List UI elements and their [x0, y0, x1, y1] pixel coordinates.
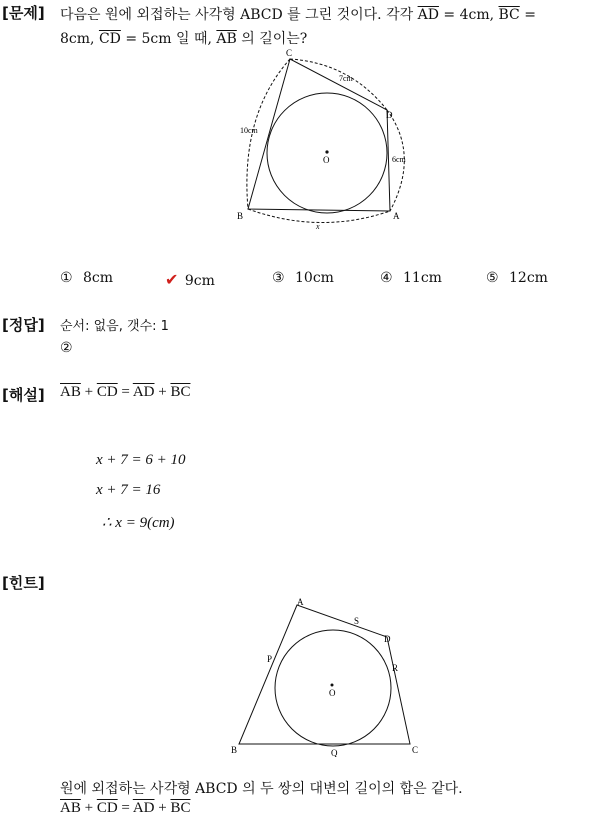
- problem-text-bc: =: [524, 7, 536, 23]
- problem-label: [문제]: [2, 4, 45, 22]
- expl-seg-ab: $\overline{AB}$: [60, 384, 81, 400]
- explanation-label: [해설]: [2, 386, 45, 404]
- figure-quadrilateral-1: [230, 45, 420, 235]
- figure-quadrilateral-2: [225, 592, 425, 757]
- expl-plus-2: +: [158, 384, 167, 400]
- hint-seg-bc: $\overline{BC}$: [170, 800, 191, 816]
- length-cd: 7cm: [339, 74, 353, 83]
- hint-vertex-d: D: [384, 634, 391, 644]
- hint-center-o: O: [329, 688, 336, 698]
- problem-text-a: 다음은 원에 외접하는 사각형 ABCD 를 그린 것이다. 각각: [60, 7, 414, 23]
- explanation-step-2: x + 7 = 16: [96, 482, 161, 498]
- problem-line-1: [60, 4, 536, 24]
- answer-label: [정답]: [2, 316, 45, 334]
- segment-ad: $\overline{AD}$: [417, 7, 439, 23]
- hint-point-s: S: [354, 616, 360, 626]
- hint-center-dot: [331, 684, 334, 687]
- segment-cd: $\overline{CD}$: [98, 31, 121, 47]
- option-1[interactable]: [60, 270, 113, 286]
- explanation-equation: [60, 384, 190, 401]
- option-3-number: ③: [272, 270, 285, 286]
- answer-choice: ②: [60, 340, 73, 356]
- length-bc: 10cm: [240, 126, 258, 135]
- check-icon: ✔: [165, 270, 179, 289]
- option-4-text: 11cm: [403, 270, 442, 286]
- hint-plus-1: +: [84, 800, 94, 816]
- hint-seg-ad: $\overline{AD}$: [132, 800, 155, 816]
- vertex-a: A: [393, 211, 400, 221]
- hint-vertex-b: B: [231, 745, 238, 755]
- option-2[interactable]: [165, 270, 215, 289]
- option-1-text: 8cm: [83, 270, 114, 286]
- answer-meta: 순서: 없음, 갯수: 1: [60, 319, 169, 334]
- option-3-text: 10cm: [295, 270, 334, 286]
- center-o: O: [323, 155, 330, 165]
- problem-text-8cm: 8cm,: [60, 31, 95, 47]
- expl-seg-bc: $\overline{BC}$: [170, 384, 191, 400]
- hint-equals: =: [121, 800, 130, 816]
- option-5[interactable]: [486, 270, 548, 286]
- option-2-text: 9cm: [184, 273, 215, 289]
- hint-quadrilateral: [239, 605, 410, 744]
- hint-plus-2: +: [158, 800, 167, 816]
- length-ad: 6cm: [392, 155, 406, 164]
- expl-equals: =: [121, 384, 130, 400]
- vertex-b: B: [237, 211, 244, 221]
- explanation-step-1: x + 7 = 6 + 10: [96, 452, 186, 468]
- problem-text-cd: = 5cm 일 때,: [125, 31, 212, 47]
- hint-point-r: R: [392, 663, 399, 673]
- expl-seg-ad: $\overline{AD}$: [132, 384, 155, 400]
- expl-plus-1: +: [84, 384, 94, 400]
- hint-seg-ab: $\overline{AB}$: [60, 800, 81, 816]
- option-1-number: ①: [60, 270, 73, 286]
- segment-ab: $\overline{AB}$: [216, 31, 237, 47]
- expl-seg-cd: $\overline{CD}$: [96, 384, 118, 400]
- explanation-step-3: ∴ x = 9(cm): [102, 515, 175, 531]
- hint-point-q: Q: [331, 748, 338, 757]
- option-4[interactable]: [380, 270, 442, 286]
- hint-label: [힌트]: [2, 574, 45, 592]
- length-ab: x: [316, 222, 320, 231]
- option-5-number: ⑤: [486, 270, 499, 286]
- option-5-text: 12cm: [509, 270, 548, 286]
- segment-bc: $\overline{BC}$: [498, 7, 520, 23]
- hint-seg-cd: $\overline{CD}$: [96, 800, 118, 816]
- option-3[interactable]: [272, 270, 334, 286]
- hint-equation: [60, 800, 190, 817]
- option-4-number: ④: [380, 270, 393, 286]
- vertex-d: D: [386, 110, 393, 120]
- vertex-c: C: [286, 48, 293, 58]
- hint-point-p: P: [267, 654, 273, 664]
- problem-text-ad: = 4cm,: [443, 7, 495, 23]
- hint-vertex-a: A: [297, 597, 304, 607]
- center-dot: [325, 150, 328, 153]
- hint-vertex-c: C: [412, 745, 419, 755]
- hint-sentence: 원에 외접하는 사각형 ABCD 의 두 쌍의 대변의 길이의 합은 같다.: [60, 781, 463, 797]
- problem-text-end: 의 길이는?: [241, 31, 308, 47]
